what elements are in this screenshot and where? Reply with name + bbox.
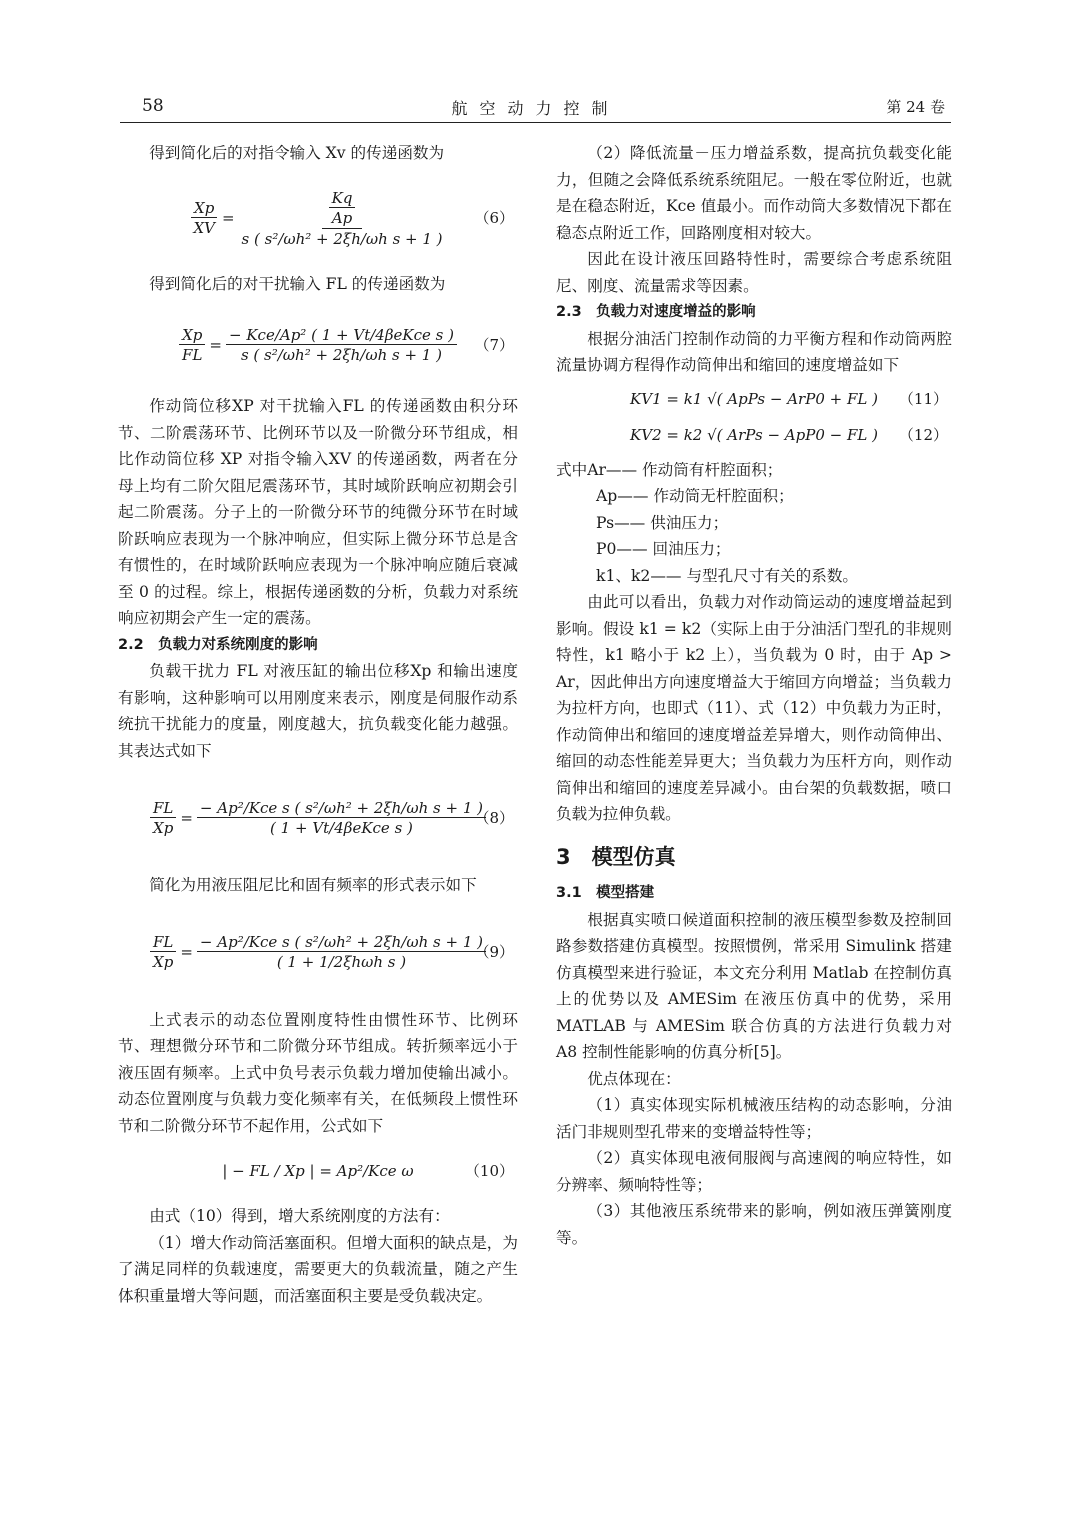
equation-8: $\frac{FL}{Xp}$ = $\frac{\text{− Ap²/Kce s ( s²/ωh² + 2ξh/ωh s + 1 )}}{\text{( 1 + Vt/4βeKce s )}}$ （8） — [118, 770, 518, 866]
paragraph: 根据真实喷口候道面积控制的液压模型参数及控制回路参数搭建仿真模型。按照惯例，常采用 Simulink 搭建仿真模型来进行验证，本文充分利用 Matlab 在控制仿真上的优势以及 AMESim 在液压仿真中的优势，采用 MATLAB 与 AMESim 联合仿真的方法进行负载力对 A8 控制性能影响的仿真分析[5]。 — [556, 910, 952, 1061]
paragraph: 上式表示的动态位置刚度特性由惯性环节、比例环节、理想微分环节和二阶微分环节组成。转折频率远小于液压固有频率。上式中负号表示负载力增加使输出减小。动态位置刚度与负载力变化频率有关，在低频段上惯性环节和二阶微分环节不起作用，公式如下 — [118, 1010, 518, 1135]
section-heading-2-2: 2.2 负载力对系统刚度的影响 — [118, 636, 318, 653]
definition-item: 式中Ar—— 作动筒有杆腔面积； — [556, 460, 783, 479]
paragraph: 优点体现在： — [587, 1069, 681, 1088]
right-column — [556, 140, 952, 1251]
equation-12: KV2 = k2 √( ArPs − ApP0 − FL ) （12） — [630, 426, 948, 445]
page-number: 58 — [142, 96, 164, 116]
header-rule — [120, 122, 951, 123]
paragraph: 得到简化后的对干扰输入 FL 的传递函数为 — [149, 274, 446, 293]
paragraph: （1）增大作动筒活塞面积。但增大面积的缺点是，为了满足同样的负载速度，需要更大的负载流量，随之产生体积重量增大等问题，而活塞面积主要是受负载决定。 — [118, 1233, 518, 1305]
paragraph: （3）其他液压系统带来的影响，例如液压弹簧刚度等。 — [556, 1202, 952, 1247]
journal-title: 航空动力控制 — [451, 99, 620, 118]
section-heading-3-1: 3.1 模型搭建 — [556, 885, 655, 901]
definition-item: Ps—— 供油压力； — [596, 513, 729, 532]
left-column — [118, 140, 518, 1309]
paragraph: 简化为用液压阻尼比和固有频率的形式表示如下 — [149, 876, 477, 894]
symbol-definitions — [556, 457, 952, 590]
paragraph: （1）真实体现实际机械液压结构的动态影响，分油活门非规则型孔带来的变增益特性等； — [556, 1096, 952, 1141]
paragraph: 由式（10）得到，增大系统刚度的方法有： — [149, 1207, 450, 1225]
section-heading-2-3: 2.3 负载力对速度增益的影响 — [556, 304, 756, 320]
paragraph: 因此在设计液压回路特性时，需要综合考虑系统阻尼、刚度、流量需求等因素。 — [556, 250, 952, 295]
paragraph: 根据分油活门控制作动筒的力平衡方程和作动筒两腔流量协调方程得作动筒伸出和缩回的速度增益如下 — [556, 329, 952, 374]
equation-7: $\frac{Xp}{FL}$ = $\frac{\text{− Kce/Ap² ( 1 + Vt/4βeKce s )}}{\text{s ( s²/ωh² + 2ξh/ωh s + 1 )}}$ （7） — [118, 303, 518, 387]
definition-item: k1、k2—— 与型孔尺寸有关的系数。 — [596, 566, 859, 585]
equation-9: $\frac{FL}{Xp}$ = $\frac{\text{− Ap²/Kce s ( s²/ωh² + 2ξh/ωh s + 1 )}}{\text{( 1 + 1/2ξhωh s )}}$ （9） — [118, 905, 518, 1001]
section-heading-3: 3 模型仿真 — [556, 844, 676, 869]
paragraph: 由此可以看出，负载力对作动筒运动的速度增益起到影响。假设 k1 = k2（实际上由于分油活门型孔的非规则特性，k1 略小于 k2 上），当负载为 0 时，由于 Ap > Ar，因此伸出方向速度增益大于缩回方向增益；当负载力为拉杆方向，也即式（11）、式（12）中负载力为正时，作动筒伸出和缩回的速度增益差异增大，则作动筒伸出、缩回的动态性能差异更大；当负载力为压杆方向，则作动筒伸出和缩回的速度差异减小。由台架的负载数据，喷口负载为拉伸负载。 — [556, 593, 952, 823]
equation-10: | − FL / Xp | = Ap²/Kce ω （10） — [222, 1161, 514, 1180]
equation-11: KV1 = k1 √( ApPs − ArP0 + FL ) （11） — [630, 390, 948, 409]
equation-6: $\frac{Xp}{XV}$ = $\frac{\frac{Kq}{Ap}}{\text{s ( s²/ωh² + 2ξh/ωh s + 1 )}}$ （6） — [118, 173, 518, 265]
volume-label: 第 24 卷 — [886, 98, 945, 116]
paragraph: （2）降低流量－压力增益系数，提高抗负载变化能力，但随之会降低系统系统阻尼。一般在零位附近，也就是在稳态附近，Kce 值最小。而作动筒大多数情况下都在稳态点附近工作，回路刚度相对较大。 — [556, 144, 952, 242]
paragraph: （2）真实体现电液伺服阀与高速阀的响应特性，如分辨率、频响特性等； — [556, 1149, 952, 1194]
paragraph: 负载干扰力 FL 对液压缸的输出位移Xp 和输出速度有影响，这种影响可以用刚度来表示，刚度是伺服作动系统抗干扰能力的度量，刚度越大，抗负载变化能力越强。其表达式如下 — [118, 662, 518, 760]
paragraph: 得到简化后的对指令输入 Xv 的传递函数为 — [149, 144, 445, 162]
paragraph: 作动筒位移XP 对干扰输入FL 的传递函数由积分环节、二阶震荡环节、比例环节以及一阶微分环节组成，相比作动筒位移 XP 对指令输入XV 的传递函数，两者在分母上均有二阶欠阻尼震荡环节，其时域阶跃响应初期会引起二阶震荡。分子上的一阶微分环节的纯微分环节在时域阶跃响应表现为一个脉冲响应，但实际上微分环节总是含有惯性的，在时域阶跃响应表现为一个脉冲响应随后衰减至 0 的过程。综上，根据传递函数的分析，负载力对系统响应初期会产生一定的震荡。 — [118, 397, 518, 627]
definition-item: P0—— 回油压力； — [596, 540, 731, 558]
definition-item: Ap—— 作动筒无杆腔面积； — [596, 487, 794, 505]
